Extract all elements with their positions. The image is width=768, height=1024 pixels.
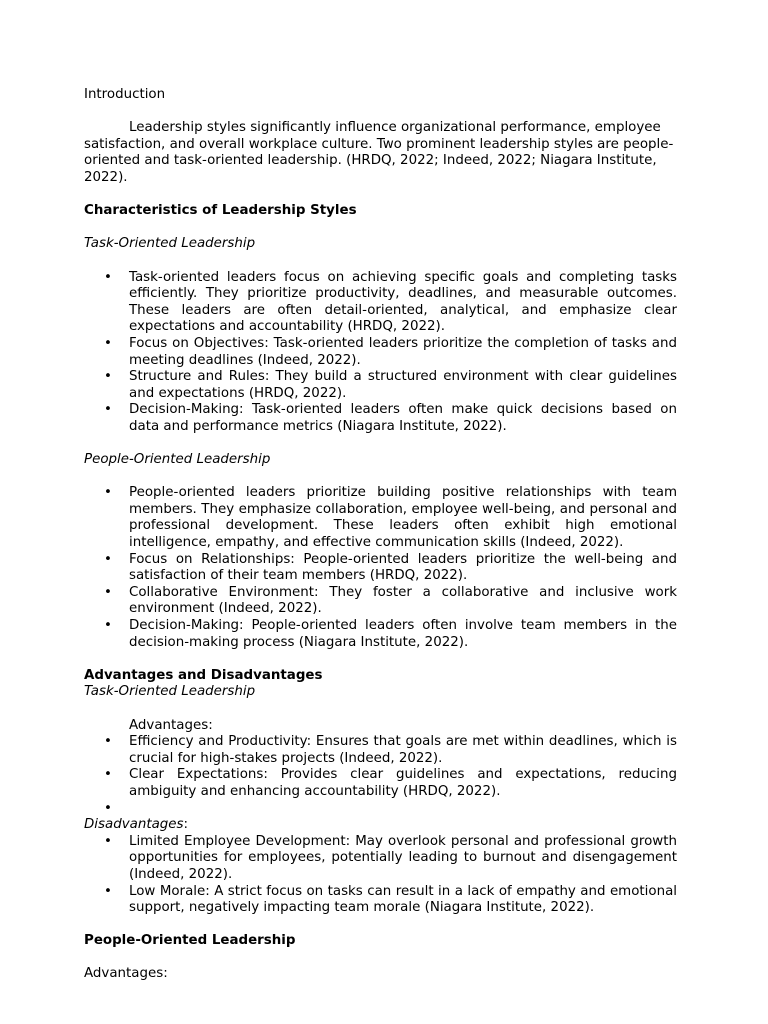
task-characteristics-list [84, 270, 677, 436]
document-body [84, 87, 677, 983]
task-advantages-list [84, 734, 677, 817]
disadvantages-label-text: Disadvantages [84, 817, 184, 833]
list-item: • Task-oriented leaders focus on achieving specific goals and completing tasks efficiently. They prioritize productivity, deadlines, and measurable outcomes. These leaders are often detail-oriented, analytical, and emphasize clear expectations and accountability (HRDQ, 2022). [84, 270, 677, 336]
intro-paragraph: Leadership styles significantly influence organizational performance, employee satisfaction, and overall workplace culture. Two prominent leadership styles are people-oriented and task-oriented leadership. (HRDQ, 2022; Indeed, 2022; Niagara Institute, 2022). [84, 120, 674, 185]
intro-title: Introduction [84, 87, 166, 102]
people-oriented-subheading: People-Oriented Leadership [84, 452, 271, 468]
list-item: • Efficiency and Productivity: Ensures that goals are met within deadlines, which is crucial for high-stakes projects (Indeed, 2022). [84, 734, 677, 767]
advantages-disadvantages-heading: Advantages and Disadvantages [84, 667, 323, 683]
list-item: • Structure and Rules: They build a structured environment with clear guidelines and expectations (HRDQ, 2022). [84, 369, 677, 402]
list-item: • People-oriented leaders prioritize building positive relationships with team members. They emphasize collaboration, employee well-being, and personal and professional development. These leaders often exhibit high emotional intelligence, empathy, and effective communication skills (Indeed, 2022). [84, 485, 677, 551]
task-disadvantages-list [84, 834, 677, 917]
task-oriented-subheading-2: Task-Oriented Leadership [84, 684, 256, 700]
people-characteristics-list [84, 485, 677, 651]
disadvantages-label [84, 817, 677, 834]
list-item: • Collaborative Environment: They foster a collaborative and inclusive work environment (Indeed, 2022). [84, 585, 677, 618]
list-item: • Low Morale: A strict focus on tasks can result in a lack of empathy and emotional support, negatively impacting team morale (Niagara Institute, 2022). [84, 884, 677, 917]
advantages-label: Advantages: [129, 717, 213, 733]
list-item: • Decision-Making: People-oriented leaders often involve team members in the decision-making process (Niagara Institute, 2022). [84, 618, 677, 651]
people-advantages-label: Advantages: [84, 966, 168, 982]
characteristics-heading: Characteristics of Leadership Styles [84, 203, 357, 219]
empty-list-item [84, 801, 677, 818]
list-item: • Limited Employee Development: May overlook personal and professional growth opportunities for employees, potentially leading to burnout and disengagement (Indeed, 2022). [84, 834, 677, 884]
list-item: • Clear Expectations: Provides clear guidelines and expectations, reducing ambiguity and enhancing accountability (HRDQ, 2022). [84, 767, 677, 800]
disadvantages-label-colon: : [183, 817, 189, 833]
list-item: • Focus on Objectives: Task-oriented leaders prioritize the completion of tasks and meeting deadlines (Indeed, 2022). [84, 336, 677, 369]
list-item: • Focus on Relationships: People-oriented leaders prioritize the well-being and satisfaction of their team members (HRDQ, 2022). [84, 552, 677, 585]
task-oriented-subheading: Task-Oriented Leadership [84, 236, 256, 252]
people-oriented-heading: People-Oriented Leadership [84, 933, 296, 949]
list-item: • Decision-Making: Task-oriented leaders often make quick decisions based on data and performance metrics (Niagara Institute, 2022). [84, 402, 677, 435]
